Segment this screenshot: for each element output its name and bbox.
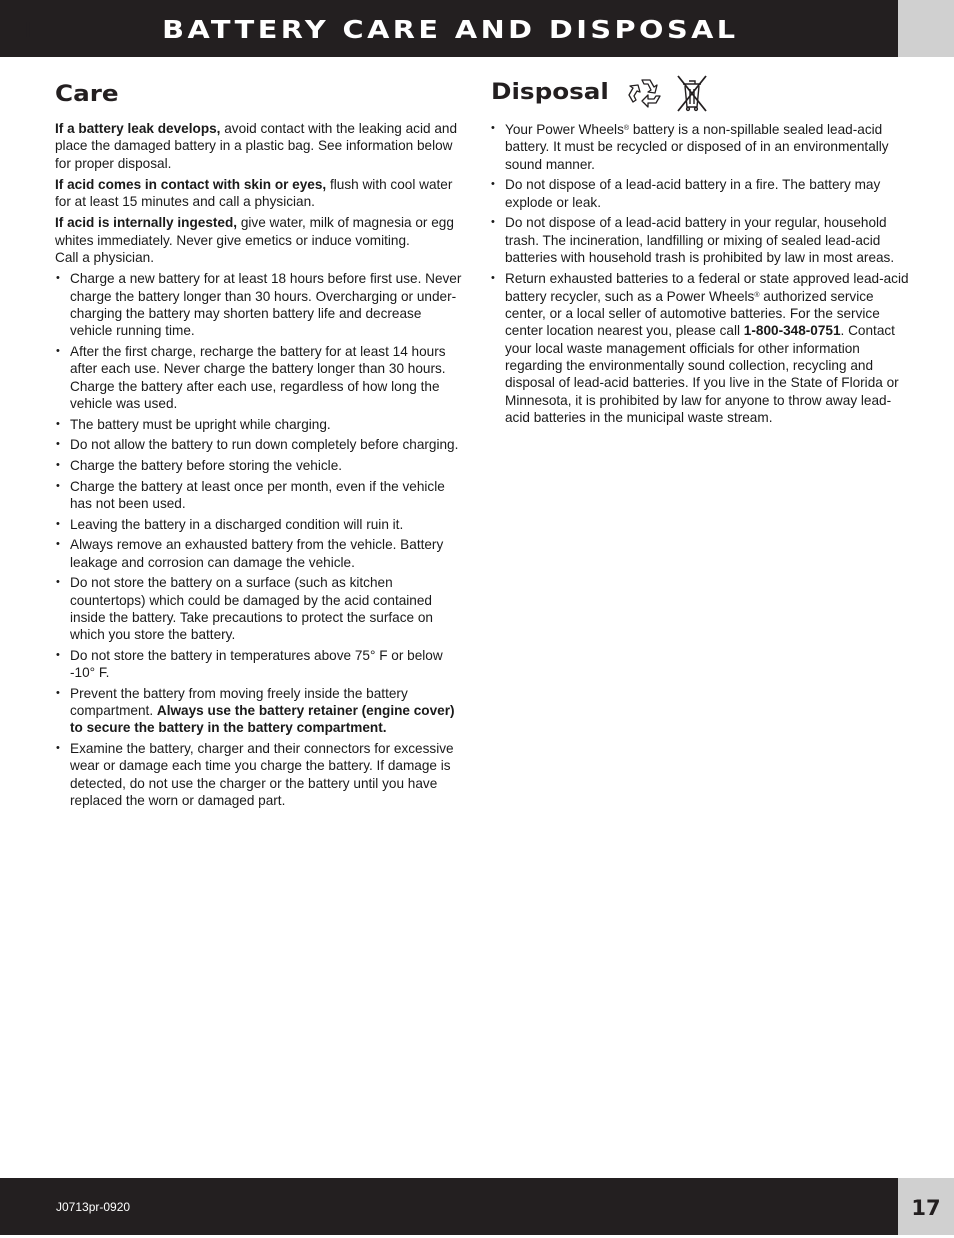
list-item: • Do not allow the battery to run down completely before charging. [55,436,465,453]
page-number: 17 [911,1196,941,1220]
retainer-bold: Always use the battery retainer (engine cover) to secure the battery in the battery compartment. [70,703,455,736]
recycle-icon [627,76,665,112]
language-tab [898,0,954,57]
care-heading: Care [55,82,119,107]
skin-bold: If acid comes in contact with skin or eyes, [55,176,327,192]
list-item: • Charge a new battery for at least 18 hours before first use. Never charge the battery longer than 30 hours. Overcharging or under-charging the battery may shorten battery life and decrease vehicle running time. [55,270,465,339]
list-item: • Do not store the battery on a surface (such as kitchen countertops) which could be damaged by the acid contained inside the battery. Take precautions to protect the surface on which you store the battery. [55,574,465,643]
crossed-out-bin-icon [674,73,710,113]
list-item: • Leaving the battery in a discharged condition will ruin it. [55,516,465,533]
registered-mark: ® [623,125,630,132]
b1-text-b: battery is a non-spillable sealed lead-acid battery. It must be recycled or disposed of in an environmentally sound manner. [505,122,889,172]
care-column [55,120,465,813]
leak-bold: If a battery leak develops, [55,121,221,136]
ingest-bold: If acid is internally ingested, [55,215,238,231]
ingest-paragraph [55,214,465,266]
skin-text: flush with cool water for at least 15 minutes and call a physician. [55,176,453,210]
list-item [490,270,910,427]
document-code: J0713pr-0920 [56,1200,131,1214]
ingest-call: Call a physician. [55,250,154,266]
b1-text-a: Your Power Wheels [505,122,624,137]
disposal-column [490,120,910,430]
care-bullet-list [55,270,465,809]
b4-text-a: Return exhausted batteries to a federal or state approved lead-acid battery recycler, such as a Power Wheels [505,270,909,304]
list-item: • Always remove an exhausted battery from the vehicle. Battery leakage and corrosion can damage the vehicle. [55,536,465,571]
list-item: • Do not dispose of a lead-acid battery in your regular, household trash. The incineration, landfilling or mixing of sealed lead-acid batteries with household trash is prohibited by law in most areas. [490,214,910,266]
disposal-bullet-list [490,120,910,426]
disposal-heading: Disposal [491,80,609,105]
leak-paragraph [55,120,465,172]
registered-mark: ® [754,291,760,299]
phone-number: 1-800-348-0751 [743,323,841,339]
list-item: • Do not dispose of a lead-acid battery in a fire. The battery may explode or leak. [490,176,910,211]
list-item: • Charge the battery at least once per month, even if the vehicle has not been used. [55,478,465,513]
list-item [490,120,910,173]
list-item [55,685,465,737]
b4-text-b: authorized service center, or a local seller of automotive batteries. For the service center location nearest you, please call [505,288,880,339]
footer-bar [0,1178,898,1235]
ingest-text: give water, milk of magnesia or egg whites immediately. Never give emetics or induce vomiting. [55,215,454,248]
list-item: • Charge the battery before storing the vehicle. [55,457,465,474]
leak-text: avoid contact with the leaking acid and place the damaged battery in a plastic bag. See information below for proper disposal. [55,121,457,171]
list-item: • Do not store the battery in temperatures above 75° F or below -10° F. [55,647,465,682]
b4-text-c: . Contact your local waste management officials for other information regarding the environmentally sound collection, recycling and disposal of lead-acid batteries. If you live in the State of Florida or Minnesota, it is prohibited by law for anyone to throw away lead-acid batteries in the municipal waste stream. [505,323,899,425]
list-item: • The battery must be upright while charging. [55,416,465,433]
page-title: BATTERY CARE AND DISPOSAL [162,15,739,44]
skin-paragraph [55,176,465,211]
language-tab-label: I [24,18,32,42]
list-item: • After the first charge, recharge the battery for at least 14 hours after each use. Never charge the battery longer than 30 hours. Charge the battery after each use, regardless of how long the vehicle was used. [55,343,465,412]
list-item: • Examine the battery, charger and their connectors for excessive wear or damage each time you charge the battery. If damage is detected, do not use the charger or the battery until you have replaced the worn or damaged part. [55,740,465,809]
retainer-text: Prevent the battery from moving freely inside the battery compartment. [70,685,408,719]
